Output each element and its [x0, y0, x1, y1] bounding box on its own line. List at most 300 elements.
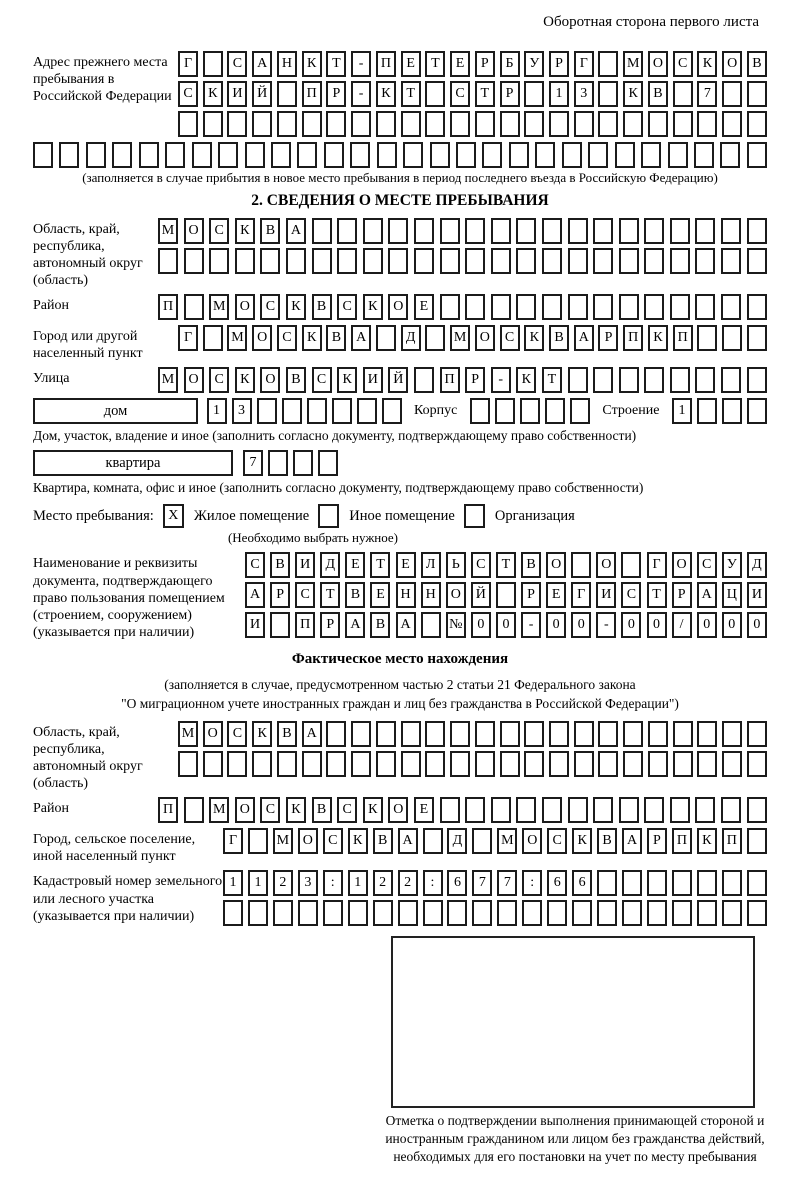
char-box — [623, 751, 643, 777]
korpus-label: Корпус — [414, 403, 458, 419]
char-box — [545, 398, 565, 424]
char-box: 0 — [471, 612, 491, 638]
char-box — [670, 367, 690, 393]
char-box — [425, 751, 445, 777]
char-box — [542, 797, 562, 823]
char-box — [158, 248, 178, 274]
char-box: : — [522, 870, 542, 896]
char-box: Т — [370, 552, 390, 578]
char-box — [307, 398, 327, 424]
char-box — [524, 751, 544, 777]
char-box — [542, 218, 562, 244]
char-box — [59, 142, 79, 168]
char-box — [747, 721, 767, 747]
char-box — [623, 111, 643, 137]
char-box — [403, 142, 423, 168]
char-box — [722, 325, 742, 351]
char-box: Н — [421, 582, 441, 608]
char-box — [298, 900, 318, 926]
char-box — [622, 900, 642, 926]
char-box: Д — [447, 828, 467, 854]
char-box — [376, 111, 396, 137]
char-box: П — [302, 81, 322, 107]
char-box: Р — [465, 367, 485, 393]
oblast-label: Область, край, республика, автономный округ (область) — [33, 222, 143, 289]
char-box — [520, 398, 540, 424]
char-box: 1 — [248, 870, 268, 896]
char-box — [350, 142, 370, 168]
char-box: Й — [388, 367, 408, 393]
char-box: О — [235, 294, 255, 320]
char-box: 6 — [447, 870, 467, 896]
fact-field-raion — [33, 797, 767, 823]
char-box: С — [209, 218, 229, 244]
char-box: Е — [450, 51, 470, 77]
place-type-row — [33, 504, 767, 528]
char-box — [326, 111, 346, 137]
char-box: И — [363, 367, 383, 393]
char-box — [326, 721, 346, 747]
char-box: 7 — [472, 870, 492, 896]
char-box: К — [516, 367, 536, 393]
residential-label: Жилое помещение — [193, 507, 310, 524]
char-box: - — [596, 612, 616, 638]
char-box — [252, 751, 272, 777]
char-box — [257, 398, 277, 424]
char-box — [112, 142, 132, 168]
char-box: В — [521, 552, 541, 578]
char-box — [440, 218, 460, 244]
char-box: Т — [475, 81, 495, 107]
char-box: 0 — [722, 612, 742, 638]
char-box — [747, 111, 767, 137]
char-box: О — [260, 367, 280, 393]
char-box — [218, 142, 238, 168]
checkbox-other-premises — [318, 504, 339, 528]
char-box — [86, 142, 106, 168]
char-box: / — [672, 612, 692, 638]
fact-field-oblast — [33, 721, 767, 792]
char-box: В — [549, 325, 569, 351]
char-box: К — [697, 828, 717, 854]
house-number-cells — [207, 398, 402, 424]
char-box — [337, 218, 357, 244]
char-box: В — [370, 612, 390, 638]
fact-note-line1: (заполняется в случае, предусмотренном частью 2 статьи 21 Федерального закона — [164, 676, 636, 692]
char-box — [670, 248, 690, 274]
char-box: О — [522, 828, 542, 854]
char-box: С — [178, 81, 198, 107]
char-box: - — [521, 612, 541, 638]
char-box — [491, 218, 511, 244]
char-box: М — [209, 294, 229, 320]
char-row — [178, 751, 767, 777]
char-box: А — [245, 582, 265, 608]
char-box — [697, 111, 717, 137]
char-box — [447, 900, 467, 926]
char-box — [332, 398, 352, 424]
char-box — [747, 142, 767, 168]
char-box: Й — [252, 81, 272, 107]
char-box: А — [697, 582, 717, 608]
char-box — [248, 900, 268, 926]
char-box: Д — [401, 325, 421, 351]
char-box — [695, 218, 715, 244]
char-box — [722, 870, 742, 896]
char-box: 2 — [398, 870, 418, 896]
char-box: В — [277, 721, 297, 747]
char-box — [697, 721, 717, 747]
char-box: О — [596, 552, 616, 578]
char-box: С — [471, 552, 491, 578]
char-box — [223, 900, 243, 926]
stroenie-cells — [672, 398, 767, 424]
char-box: К — [363, 294, 383, 320]
char-box: Т — [496, 552, 516, 578]
char-box — [747, 870, 767, 896]
char-box — [192, 142, 212, 168]
char-box — [235, 248, 255, 274]
fact-gorod-label: Город, сельское поселение, иной населенный пункт — [33, 832, 196, 865]
char-box: Г — [647, 552, 667, 578]
char-box: 7 — [243, 450, 263, 476]
char-box: Г — [574, 51, 594, 77]
char-box: П — [158, 797, 178, 823]
char-box — [694, 142, 714, 168]
char-box: : — [423, 870, 443, 896]
char-box: 0 — [647, 612, 667, 638]
char-box: 2 — [273, 870, 293, 896]
char-box — [357, 398, 377, 424]
char-box — [326, 751, 346, 777]
char-box — [673, 751, 693, 777]
char-box: В — [373, 828, 393, 854]
char-box: О — [184, 367, 204, 393]
char-box: Е — [414, 797, 434, 823]
char-box: К — [348, 828, 368, 854]
char-box — [619, 294, 639, 320]
char-box: - — [491, 367, 511, 393]
char-box — [673, 111, 693, 137]
korpus-cells — [470, 398, 590, 424]
char-box — [388, 218, 408, 244]
char-box — [302, 111, 322, 137]
prev-address-label: Адрес прежнего места пребывания в Российской Федерации — [33, 55, 172, 105]
char-box — [500, 751, 520, 777]
char-row — [245, 582, 767, 608]
char-box: Р — [500, 81, 520, 107]
char-box — [401, 111, 421, 137]
char-box: : — [323, 870, 343, 896]
char-box: Р — [647, 828, 667, 854]
char-box — [323, 900, 343, 926]
char-box: С — [337, 294, 357, 320]
char-box: О — [475, 325, 495, 351]
field-raion — [33, 294, 767, 320]
char-box: О — [298, 828, 318, 854]
char-box — [598, 721, 618, 747]
char-box — [574, 721, 594, 747]
char-box: Р — [326, 81, 346, 107]
char-box: А — [351, 325, 371, 351]
char-box: К — [376, 81, 396, 107]
char-box — [697, 751, 717, 777]
char-box — [621, 552, 641, 578]
char-box: К — [337, 367, 357, 393]
char-box: П — [673, 325, 693, 351]
char-box — [721, 218, 741, 244]
char-box — [697, 325, 717, 351]
kadastr-label: Кадастровый номер земельного или лесного участка (указывается при наличии) — [33, 874, 223, 924]
char-box: О — [388, 294, 408, 320]
char-box: А — [302, 721, 322, 747]
char-box: 6 — [547, 870, 567, 896]
char-box: С — [227, 721, 247, 747]
char-box — [465, 294, 485, 320]
fact-section-note — [33, 676, 767, 713]
char-box — [568, 367, 588, 393]
char-box — [382, 398, 402, 424]
char-box: Е — [401, 51, 421, 77]
char-box — [598, 51, 618, 77]
fact-oblast-rows — [178, 721, 767, 777]
char-box — [672, 870, 692, 896]
char-box: И — [227, 81, 247, 107]
char-box — [388, 248, 408, 274]
char-box — [647, 900, 667, 926]
char-box: 1 — [207, 398, 227, 424]
char-box — [270, 612, 290, 638]
char-box — [722, 900, 742, 926]
char-box — [425, 721, 445, 747]
char-box — [312, 248, 332, 274]
char-box — [722, 111, 742, 137]
char-box — [644, 367, 664, 393]
char-box: 2 — [373, 870, 393, 896]
char-box: У — [722, 552, 742, 578]
char-box — [722, 751, 742, 777]
char-box: С — [621, 582, 641, 608]
char-box — [273, 900, 293, 926]
char-box — [351, 111, 371, 137]
char-box — [747, 828, 767, 854]
char-box: О — [722, 51, 742, 77]
char-box — [747, 900, 767, 926]
char-box: К — [286, 294, 306, 320]
char-box — [302, 751, 322, 777]
char-row — [223, 828, 767, 854]
char-box — [227, 751, 247, 777]
char-box: С — [337, 797, 357, 823]
char-box: Е — [546, 582, 566, 608]
char-box — [547, 900, 567, 926]
prev-address-block — [33, 51, 767, 137]
char-box: В — [270, 552, 290, 578]
house-row — [33, 398, 767, 424]
char-box — [475, 111, 495, 137]
char-box — [522, 900, 542, 926]
char-row — [178, 51, 767, 77]
ownership-document-label: Наименование и реквизиты документа, подтверждающего право пользования помещением (строением, сооружением) (указывается при наличии) — [33, 556, 225, 640]
char-box: П — [722, 828, 742, 854]
char-box: Н — [277, 51, 297, 77]
ownership-document-rows — [245, 552, 767, 638]
char-box — [516, 294, 536, 320]
char-box — [641, 142, 661, 168]
char-box — [398, 900, 418, 926]
field-gorod — [33, 325, 767, 362]
char-box — [203, 51, 223, 77]
char-box: В — [345, 582, 365, 608]
char-box: С — [500, 325, 520, 351]
char-box: П — [672, 828, 692, 854]
char-box — [465, 218, 485, 244]
char-box — [500, 721, 520, 747]
fact-section-title: Фактическое место нахождения — [291, 650, 509, 667]
char-box — [695, 797, 715, 823]
char-box — [271, 142, 291, 168]
char-box: Б — [500, 51, 520, 77]
char-box: В — [747, 51, 767, 77]
char-box — [747, 797, 767, 823]
char-box: И — [596, 582, 616, 608]
place-type-label: Место пребывания: — [33, 507, 154, 524]
char-box — [721, 797, 741, 823]
char-box — [178, 751, 198, 777]
char-box — [423, 828, 443, 854]
char-box — [282, 398, 302, 424]
char-box: 0 — [546, 612, 566, 638]
char-row — [245, 612, 767, 638]
stroenie-label: Строение — [602, 403, 660, 419]
char-box: С — [227, 51, 247, 77]
char-box: У — [524, 51, 544, 77]
char-box — [184, 294, 204, 320]
char-box — [619, 218, 639, 244]
char-box: К — [302, 51, 322, 77]
char-box — [574, 751, 594, 777]
char-box: 1 — [672, 398, 692, 424]
char-box — [430, 142, 450, 168]
char-box — [472, 828, 492, 854]
char-box: С — [209, 367, 229, 393]
char-box — [593, 218, 613, 244]
char-box — [747, 751, 767, 777]
char-box — [401, 721, 421, 747]
char-box — [644, 797, 664, 823]
char-box — [672, 900, 692, 926]
char-box: К — [286, 797, 306, 823]
char-box: В — [286, 367, 306, 393]
char-box — [593, 367, 613, 393]
char-box — [248, 828, 268, 854]
char-box — [542, 248, 562, 274]
char-box — [593, 248, 613, 274]
char-row — [158, 218, 767, 244]
char-box: 3 — [574, 81, 594, 107]
char-box — [470, 398, 490, 424]
char-box — [414, 367, 434, 393]
char-box: - — [351, 81, 371, 107]
char-box — [695, 294, 715, 320]
char-box: 7 — [697, 81, 717, 107]
char-box — [571, 552, 591, 578]
char-box: М — [450, 325, 470, 351]
char-box: А — [398, 828, 418, 854]
char-box — [363, 248, 383, 274]
fact-field-gorod — [33, 828, 767, 865]
char-box — [425, 81, 445, 107]
char-box: 0 — [571, 612, 591, 638]
char-box — [414, 218, 434, 244]
char-box: М — [227, 325, 247, 351]
char-box — [491, 797, 511, 823]
char-box — [277, 111, 297, 137]
char-box — [695, 367, 715, 393]
char-box: А — [252, 51, 272, 77]
char-box: И — [295, 552, 315, 578]
char-box: С — [697, 552, 717, 578]
char-row — [178, 111, 767, 137]
char-box — [277, 81, 297, 107]
char-box — [268, 450, 288, 476]
char-box — [722, 81, 742, 107]
char-box: С — [277, 325, 297, 351]
char-box — [450, 751, 470, 777]
char-box — [747, 325, 767, 351]
char-box — [524, 111, 544, 137]
char-box: М — [273, 828, 293, 854]
checkbox-organization — [464, 504, 485, 528]
char-box — [318, 450, 338, 476]
char-box — [203, 325, 223, 351]
char-box — [516, 797, 536, 823]
char-box — [33, 142, 53, 168]
char-box — [720, 142, 740, 168]
char-box — [568, 294, 588, 320]
char-box: В — [260, 218, 280, 244]
char-row — [223, 900, 767, 926]
char-box — [337, 248, 357, 274]
char-box: Р — [475, 51, 495, 77]
char-box — [542, 294, 562, 320]
char-box — [747, 294, 767, 320]
char-box — [500, 111, 520, 137]
char-box — [297, 142, 317, 168]
char-box — [425, 111, 445, 137]
char-box: О — [184, 218, 204, 244]
char-box: А — [286, 218, 306, 244]
ulitsa-label: Улица — [33, 371, 70, 387]
char-row — [178, 721, 767, 747]
char-box — [277, 751, 297, 777]
char-box — [722, 398, 742, 424]
char-box: 3 — [232, 398, 252, 424]
char-box: С — [260, 294, 280, 320]
char-box: С — [245, 552, 265, 578]
char-box — [722, 721, 742, 747]
char-box — [562, 142, 582, 168]
char-box: 1 — [348, 870, 368, 896]
char-box — [570, 398, 590, 424]
char-box — [598, 81, 618, 107]
char-box: Г — [223, 828, 243, 854]
char-box: В — [312, 294, 332, 320]
char-box — [495, 398, 515, 424]
char-box — [670, 218, 690, 244]
char-box: А — [622, 828, 642, 854]
char-box: В — [312, 797, 332, 823]
